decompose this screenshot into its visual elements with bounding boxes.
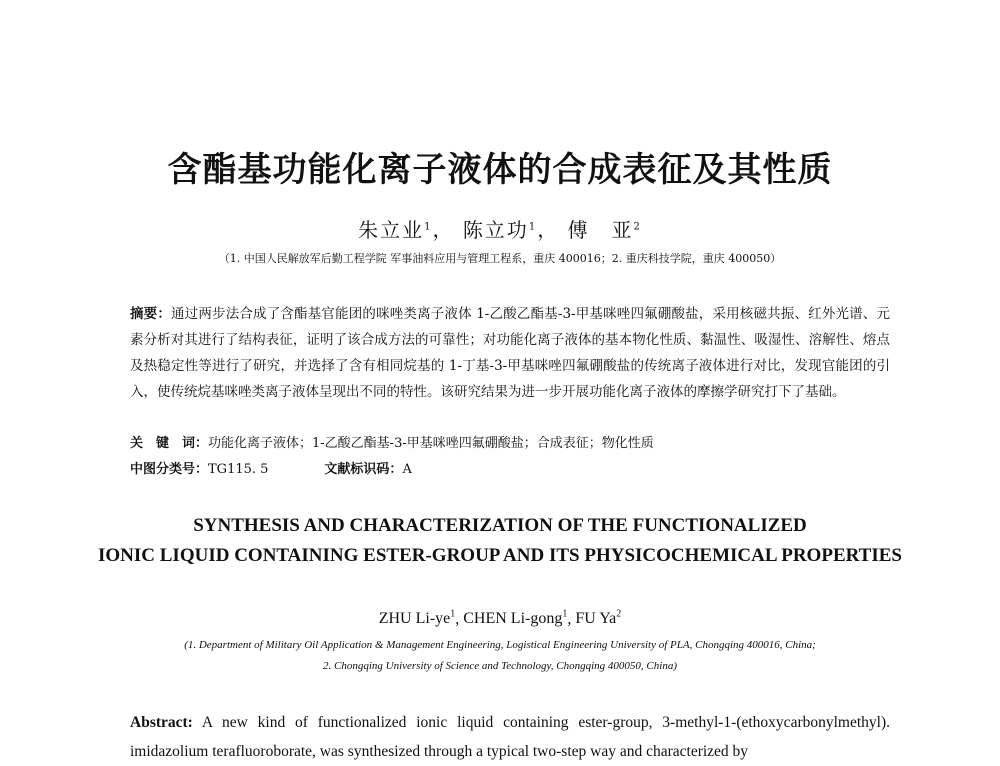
keywords-text: 功能化离子液体；1-乙酸乙酯基-3-甲基咪唑四氟硼酸盐；合成表征；物化性质 xyxy=(208,436,654,451)
english-affiliation-line-2: 2. Chongqing University of Science and Technology, Chongqing 400050, China) xyxy=(322,660,677,672)
doc-code-label: 文献标识码： xyxy=(324,462,403,477)
cn-author-1: 朱立业$^1$ xyxy=(358,217,433,242)
classification-line xyxy=(130,459,890,481)
en-author-3: FU Ya$^2$ xyxy=(575,609,622,628)
chinese-abstract xyxy=(130,301,890,405)
english-affiliation xyxy=(0,635,1000,677)
doc-code-value: A xyxy=(402,462,412,477)
english-title-line-1: SYNTHESIS AND CHARACTERIZATION OF THE FUNCTIONALIZED xyxy=(193,515,807,536)
keywords-label: 关 键 词： xyxy=(130,436,209,451)
en-author-1: ZHU $Li-ye^1$ xyxy=(378,609,456,628)
chinese-authors: 朱立业$^1$， 陈立功$^1$， 傅 亚$^2$ xyxy=(358,217,642,242)
chinese-abstract-text: 通过两步法合成了含酯基官能团的咪唑类离子液体 1-乙酸乙酯基-3-甲基咪唑四氟硼酸盐，采用核磁共振、红外光谱、元素分析对其进行了结构表征，证明了该合成方法的可靠性；对功能化离子液体的基本物化性质、黏温性、吸湿性、溶解性、熔点及热稳定性等进行了研究，并选择了含有相同烷基的 1-丁基-3-甲基咪唑四氟硼酸盐的传统离子液体进行对比，发现官能团的引入，使传统烷基咪唑类离子液体呈现出不同的特性。该研究结果为进一步开展功能化离子液体的摩擦学研究打下了基础。 xyxy=(130,306,891,400)
chinese-keywords xyxy=(130,433,890,455)
english-authors: ZHU $Li-ye^1$, CHEN Li-gong$^1$, FU Ya$^2$ xyxy=(378,609,622,628)
clc-value: TG115. 5 xyxy=(208,462,269,477)
cn-author-3: 傅 亚$^2$ xyxy=(567,217,642,242)
cn-author-2: 陈立功$^1$ xyxy=(462,217,538,242)
clc-label: 中图分类号： xyxy=(130,462,209,477)
english-abstract-text: A new kind of functionalized ionic liquid containing ester-group, 3-methyl-1-(ethoxycarbonylmethyl). imidazolium terafluoroborate, was synthesized through a typical two-step way and characterized by xyxy=(130,714,890,760)
english-title-line-2: IONIC LIQUID CONTAINING ESTER-GROUP AND ITS PHYSICOCHEMICAL PROPERTIES xyxy=(98,545,902,566)
english-abstract-label: Abstract: xyxy=(130,714,193,731)
english-abstract xyxy=(130,708,890,766)
chinese-abstract-label: 摘要： xyxy=(130,306,172,322)
english-title xyxy=(0,511,1000,571)
en-author-2: CHEN Li-gong$^1$ xyxy=(463,609,568,628)
english-affiliation-line-1: (1. Department of Military Oil Application & Management Engineering, Logistical Engineering University of PLA, Chongqing 400016, China; xyxy=(184,639,816,651)
chinese-title: 含酯基功能化离子液体的合成表征及其性质 xyxy=(167,150,833,190)
chinese-affiliation: （1. 中国人民解放军后勤工程学院 军事油料应用与管理工程系，重庆 400016；2. 重庆科技学院，重庆 400050） xyxy=(218,252,782,265)
